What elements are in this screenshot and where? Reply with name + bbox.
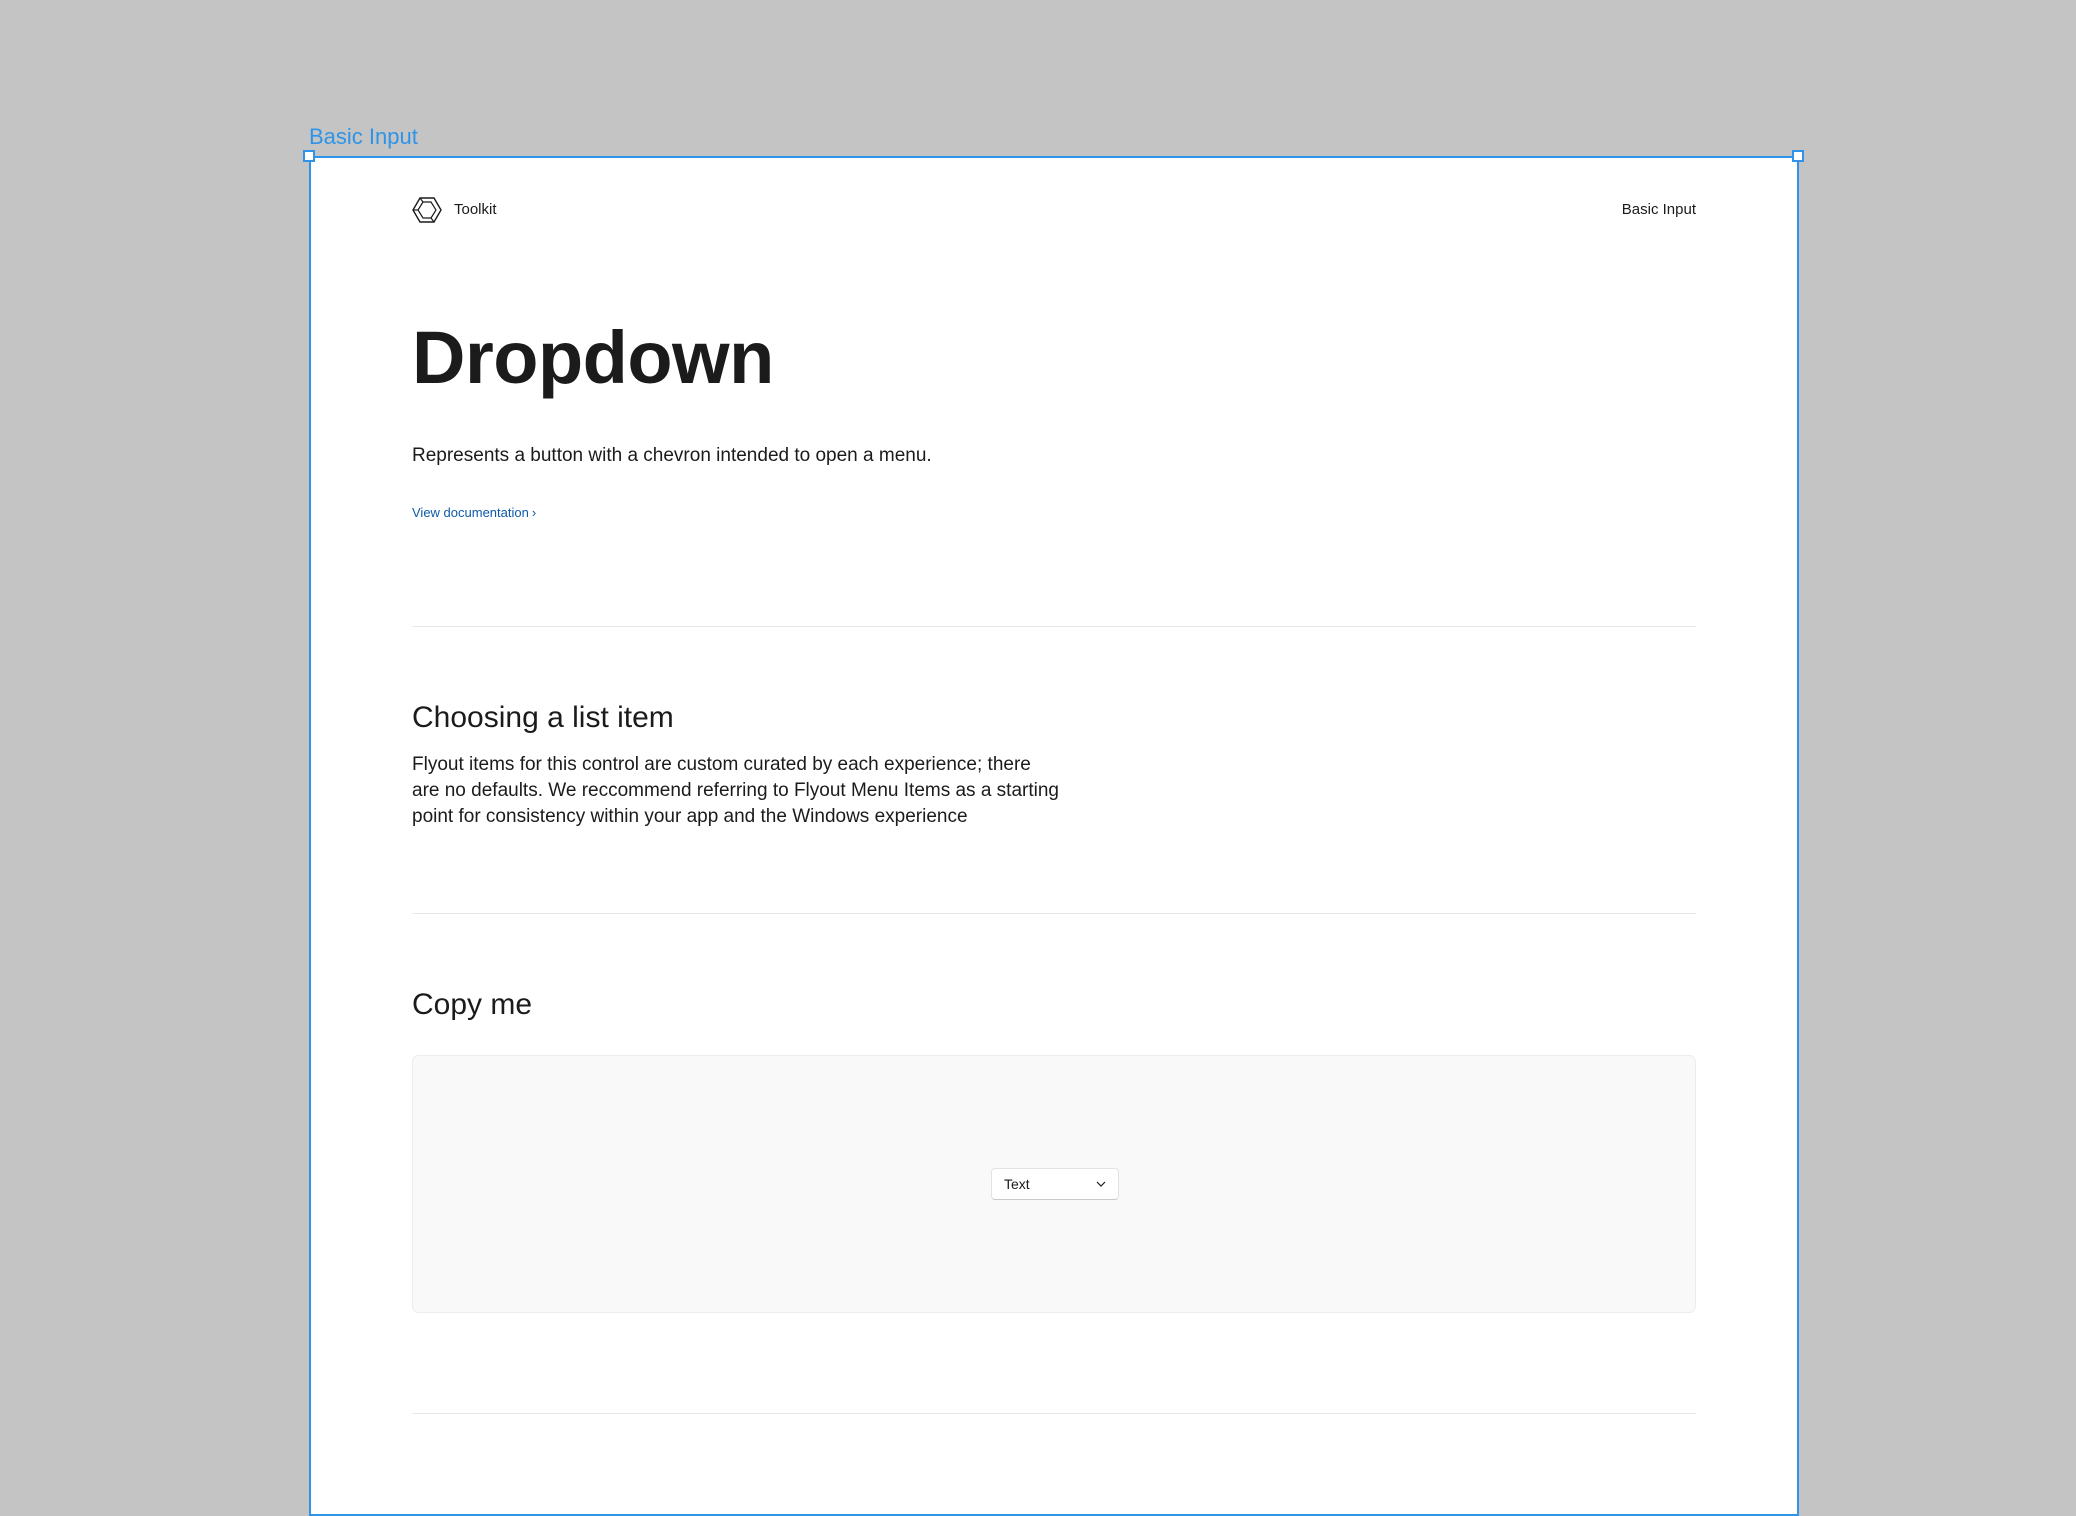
- chevron-right-icon: ›: [531, 505, 537, 520]
- divider: [412, 626, 1696, 627]
- resize-handle-top-right[interactable]: [1792, 150, 1804, 162]
- frame-label[interactable]: Basic Input: [309, 124, 418, 149]
- page-title: Dropdown: [412, 316, 774, 399]
- chevron-down-icon: [1096, 1180, 1106, 1188]
- view-documentation-label: View documentation: [412, 505, 529, 520]
- brand-name: Toolkit: [454, 201, 497, 218]
- nav-link-basic-input[interactable]: Basic Input: [1621, 201, 1696, 218]
- dropdown-value: Text: [1004, 1176, 1030, 1192]
- page-description: Represents a button with a chevron intended to open a menu.: [412, 445, 932, 466]
- divider: [412, 1413, 1696, 1414]
- section-body-choosing-list-item: Flyout items for this control are custom curated by each experience; there are no defaults. We reccommend referring to Flyout Menu Items as a starting point for consistency within your app and the Windows experience: [412, 754, 1059, 827]
- demo-container: [412, 1055, 1696, 1313]
- dropdown-button[interactable]: [991, 1168, 1119, 1200]
- resize-handle-top-left[interactable]: [303, 150, 315, 162]
- view-documentation-link[interactable]: [412, 505, 536, 520]
- divider: [412, 913, 1696, 914]
- toolkit-logo-icon: [412, 196, 442, 224]
- page-header: [412, 194, 1696, 228]
- section-title-copy-me: Copy me: [412, 988, 533, 1021]
- section-title-choosing-list-item: Choosing a list item: [412, 701, 674, 734]
